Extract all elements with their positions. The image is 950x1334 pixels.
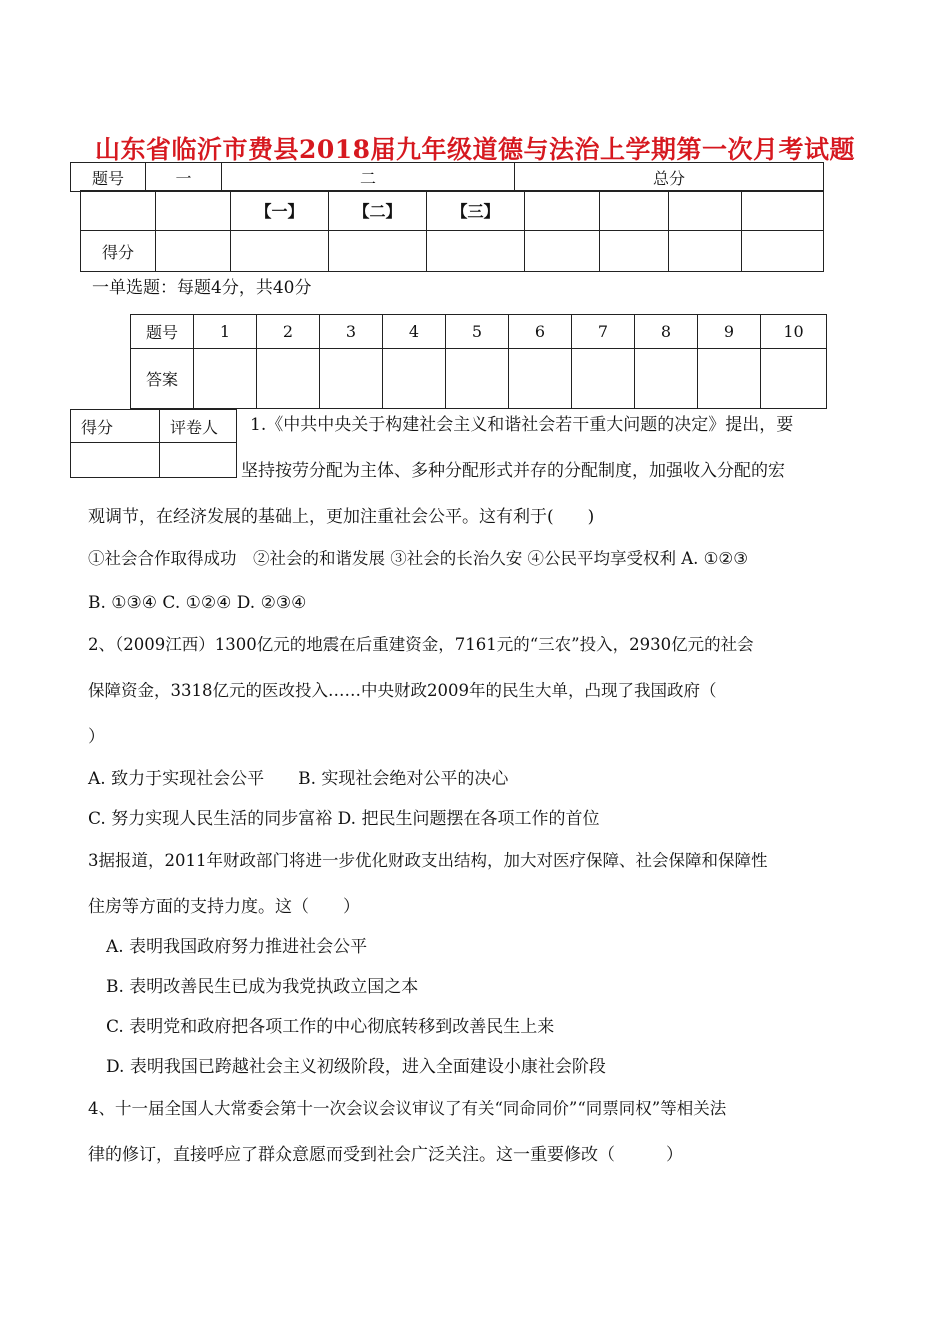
answer-number: 9 — [698, 315, 761, 349]
grader-name-label: 评卷人 — [160, 410, 237, 443]
score-table-header — [70, 162, 824, 192]
score-header-section1: 一 — [146, 163, 222, 192]
q2-option-c-d: C. 努力实现人民生活的同步富裕 D. 把民生问题摆在各项工作的首位 — [88, 809, 600, 829]
q2-line1: 2、（2009江西）1300亿元的地震在后重建资金，7161元的“三农”投入，2930亿元的社会 — [88, 635, 754, 654]
answer-number: 6 — [509, 315, 572, 349]
answer-number: 1 — [194, 315, 257, 349]
q3-line1: 3据报道，2011年财政部门将进一步优化财政支出结构，加大对医疗保障、社会保障和保障性 — [88, 851, 768, 870]
sub-header-3: 【三】 — [427, 191, 525, 231]
q1-line5: B. ①③④ C. ①②④ D. ②③④ — [88, 593, 307, 613]
score-header-section2: 二 — [222, 163, 515, 192]
q3-option-d: D. 表明我国已跨越社会主义初级阶段，进入全面建设小康社会阶段 — [106, 1057, 606, 1077]
answer-number: 4 — [383, 315, 446, 349]
section1-heading: 一单选题：每题4分，共40分 — [92, 278, 312, 298]
q3-option-a: A. 表明我国政府努力推进社会公平 — [106, 937, 368, 957]
score-header-total: 总分 — [515, 163, 824, 192]
sub-header-1: 【一】 — [231, 191, 329, 231]
page-title: 山东省临沂市费县2018届九年级道德与法治上学期第一次月考试题 — [94, 135, 856, 164]
q1-line1: 1.《中共中央关于构建社会主义和谐社会若干重大问题的决定》提出，要 — [250, 415, 794, 435]
answer-number: 10 — [761, 315, 827, 349]
q4-line1: 4、十一届全国人大常委会第十一次会议会议审议了有关“同命同价”“同票同权”等相关法 — [88, 1099, 727, 1118]
q2-line2: 保障资金，3318亿元的医改投入……中央财政2009年的民生大单，凸现了我国政府（ — [88, 681, 717, 700]
q1-line4: ①社会合作取得成功 ②社会的和谐发展 ③社会的长治久安 ④公民平均享受权利 A. ①②③ — [88, 549, 749, 568]
score-table — [80, 190, 824, 272]
q2-line3: ） — [88, 727, 105, 747]
q4-line2: 律的修订，直接呼应了群众意愿而受到社会广泛关注。这一重要修改（ ） — [88, 1145, 683, 1165]
sub-header-2: 【二】 — [329, 191, 427, 231]
q3-option-b: B. 表明改善民生已成为我党执政立国之本 — [106, 977, 419, 997]
grader-table — [70, 409, 237, 478]
q1-line2: 坚持按劳分配为主体、多种分配形式并存的分配制度，加强收入分配的宏 — [241, 461, 785, 481]
answer-number: 5 — [446, 315, 509, 349]
q1-line3: 观调节，在经济发展的基础上，更加注重社会公平。这有利于( ) — [88, 507, 595, 527]
q3-line2: 住房等方面的支持力度。这（ ） — [88, 897, 360, 917]
answer-table — [130, 314, 827, 409]
answer-number: 3 — [320, 315, 383, 349]
score-row-label: 得分 — [81, 231, 156, 272]
q3-option-c: C. 表明党和政府把各项工作的中心彻底转移到改善民生上来 — [106, 1017, 555, 1037]
grader-score-label: 得分 — [71, 410, 160, 443]
answer-number: 8 — [635, 315, 698, 349]
score-header-label: 题号 — [71, 163, 146, 192]
answer-table-row2-label: 答案 — [131, 349, 194, 409]
answer-number: 2 — [257, 315, 320, 349]
answer-table-row1-label: 题号 — [131, 315, 194, 349]
answer-number: 7 — [572, 315, 635, 349]
q2-option-a-b: A. 致力于实现社会公平 B. 实现社会绝对公平的决心 — [88, 769, 509, 789]
